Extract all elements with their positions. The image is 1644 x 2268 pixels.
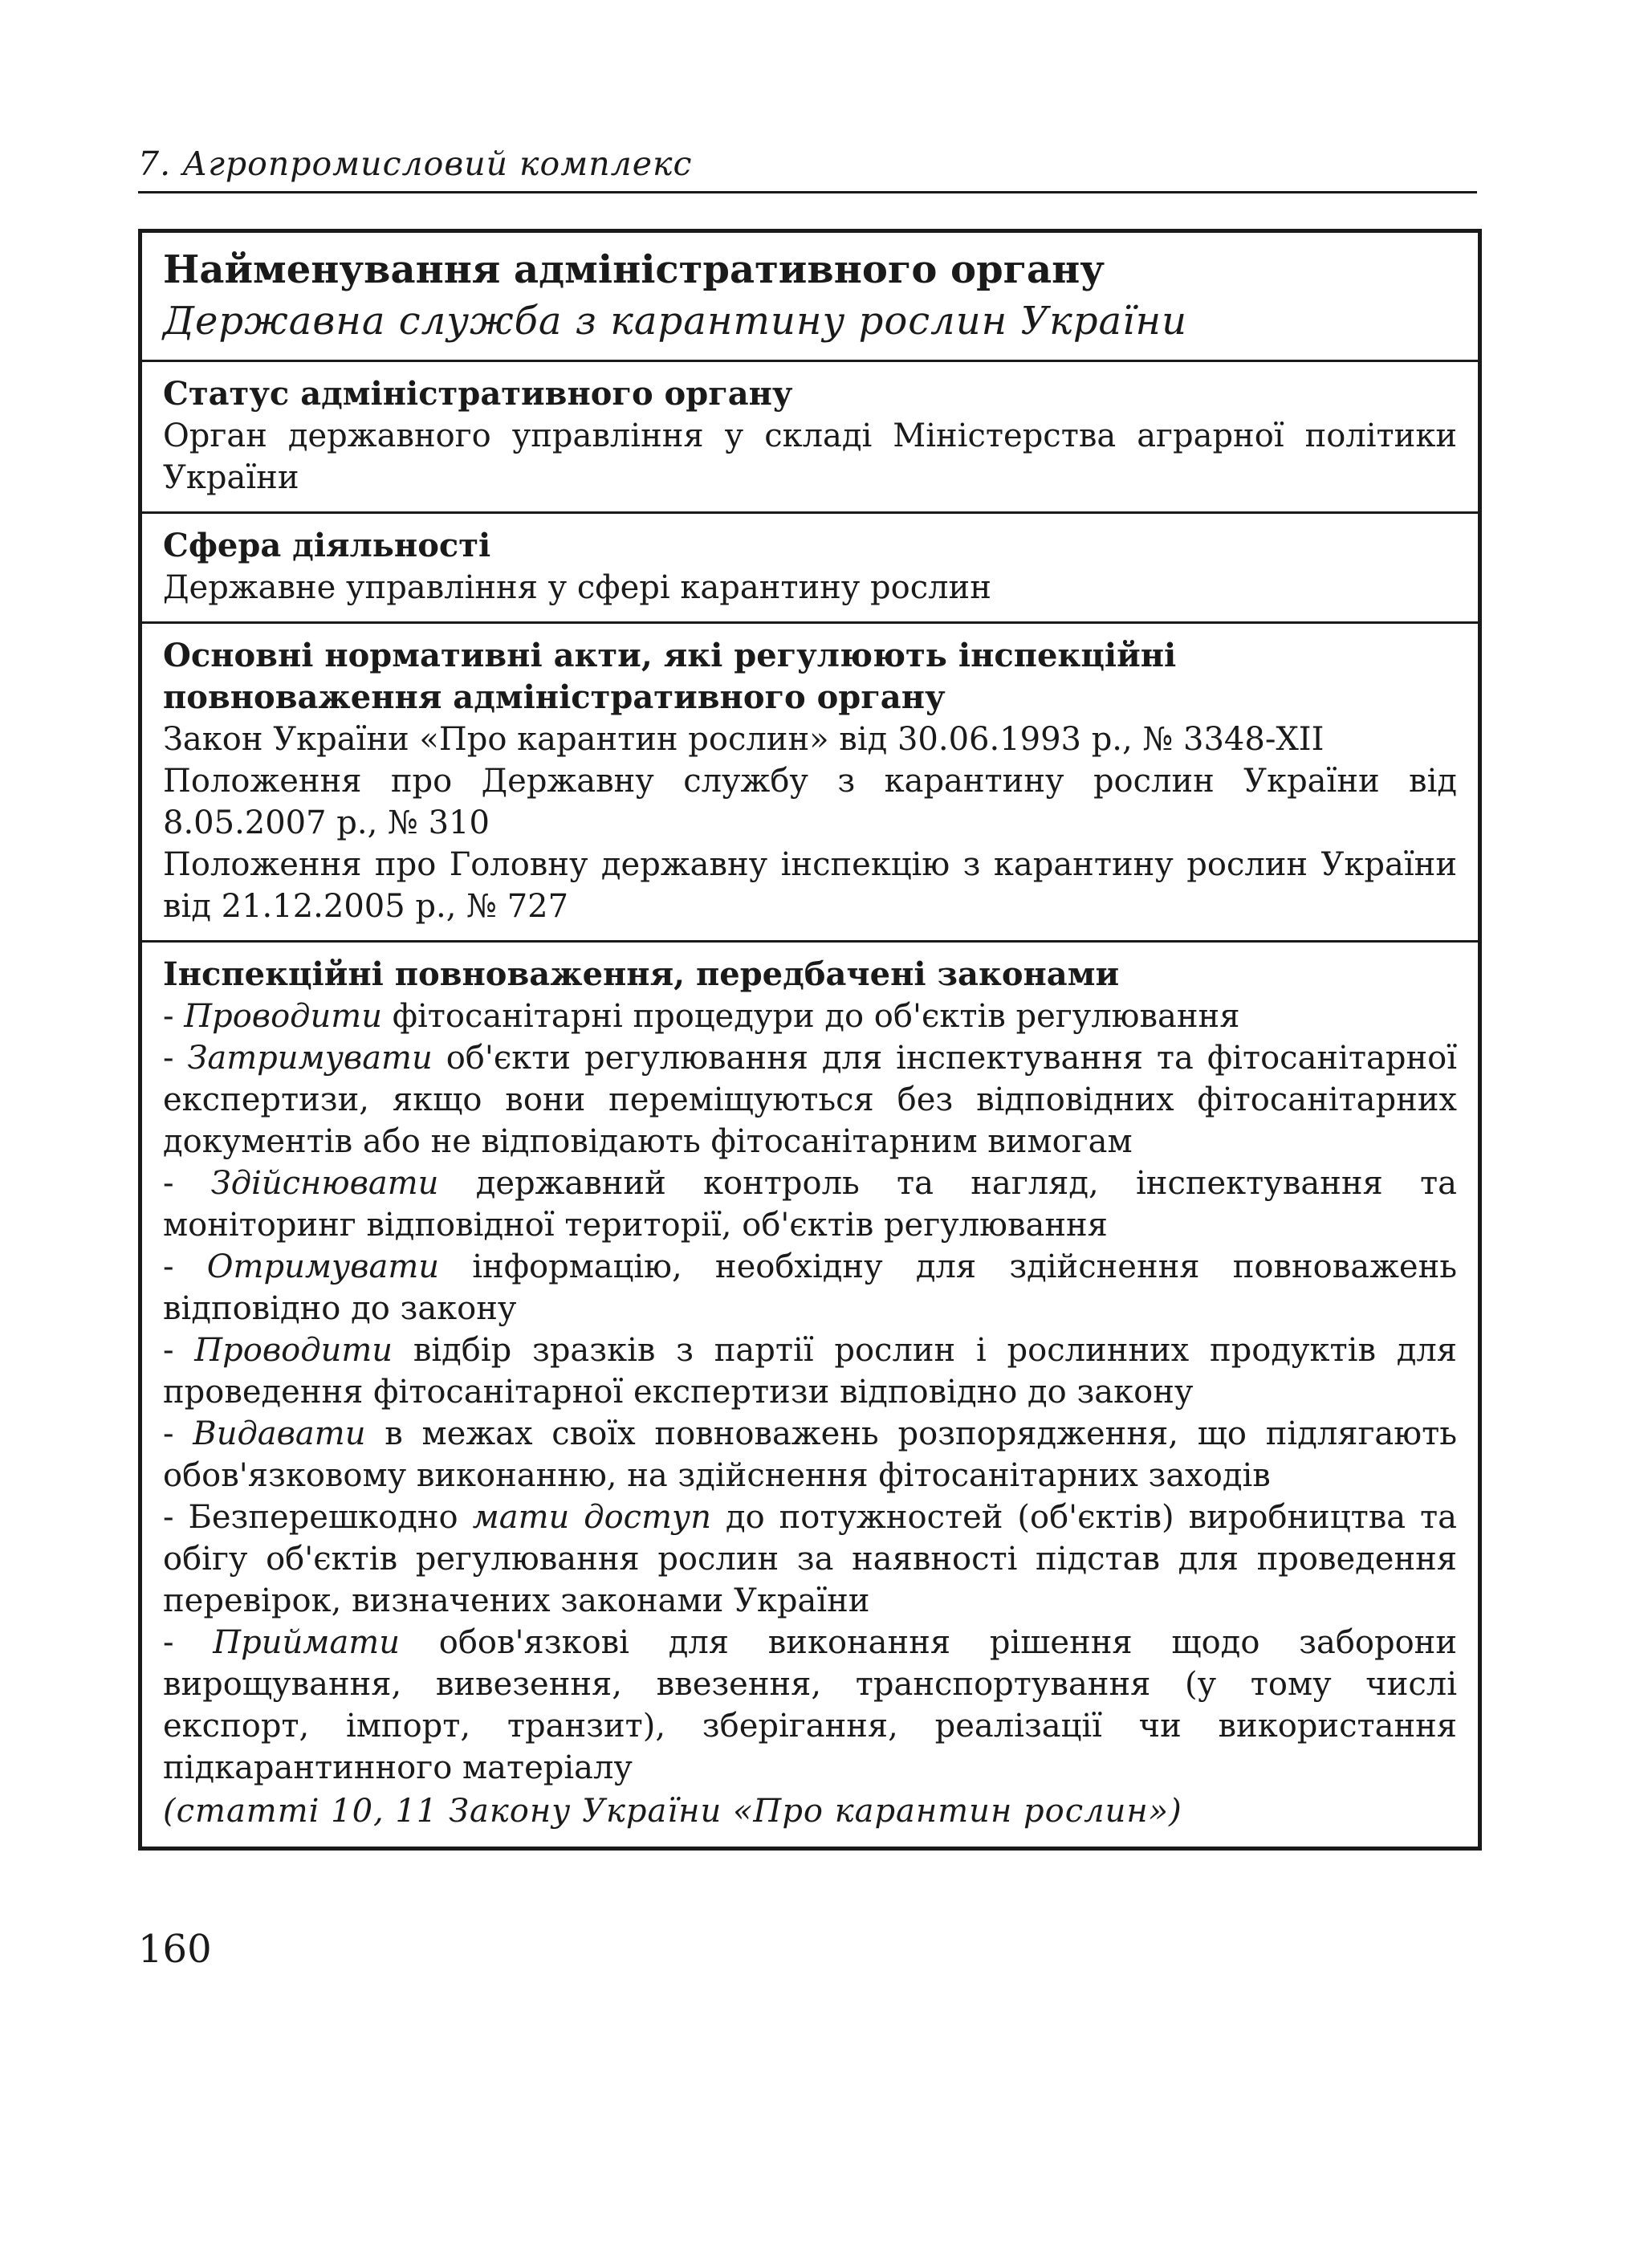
power-prefix: - bbox=[163, 1165, 211, 1202]
power-item bbox=[163, 1329, 1457, 1413]
power-item bbox=[163, 1246, 1457, 1329]
power-item bbox=[163, 996, 1457, 1037]
status-title: Статус адміністративного органу bbox=[163, 375, 793, 413]
page-number: 160 bbox=[138, 1927, 212, 1972]
power-item bbox=[163, 1622, 1457, 1789]
info-table bbox=[138, 229, 1482, 1851]
powers-cell bbox=[142, 940, 1478, 1847]
power-prefix: - bbox=[163, 1415, 193, 1452]
power-verb: Проводити bbox=[194, 1332, 393, 1369]
power-prefix: - bbox=[163, 1624, 214, 1661]
org-name-cell bbox=[142, 233, 1478, 360]
power-text: до потужностей (об'єктів) виробництва та обігу об'єктів регулювання рослин за наявності підстав для проведення перевірок, визначених законами України bbox=[163, 1499, 1457, 1619]
status-text: Орган державного управління у складі Міністерства аграрної політики України bbox=[163, 417, 1457, 496]
acts-cell bbox=[142, 621, 1478, 940]
power-verb: Проводити bbox=[184, 998, 382, 1035]
power-item bbox=[163, 1163, 1457, 1246]
powers-title: Інспекційні повноваження, передбачені законами bbox=[163, 955, 1120, 993]
power-prefix: - bbox=[163, 998, 185, 1035]
power-verb: Видавати bbox=[193, 1415, 366, 1452]
power-text: обов'язкові для виконання рішення щодо заборони вирощування, вивезення, ввезення, транспортування (у тому числі експорт, імпорт, транзит), зберігання, реалізації чи використання підкарантинного матеріалу bbox=[163, 1624, 1457, 1786]
org-title: Найменування адміністративного органу bbox=[163, 247, 1105, 292]
power-item bbox=[163, 1496, 1457, 1622]
power-item bbox=[163, 1037, 1457, 1163]
power-verb: мати доступ bbox=[472, 1499, 711, 1536]
power-item bbox=[163, 1413, 1457, 1496]
status-cell bbox=[142, 360, 1478, 511]
sphere-text: Державне управління у сфері карантину рослин bbox=[163, 569, 991, 606]
power-text: в межах своїх повноважень розпорядження, що підлягають обов'язковому виконанню, на здійснення фітосанітарних заходів bbox=[163, 1415, 1457, 1494]
power-prefix: - bbox=[163, 1040, 188, 1077]
power-text: державний контроль та нагляд, інспектування та моніторинг відповідної території, об'єктів регулювання bbox=[163, 1165, 1458, 1244]
sphere-title: Сфера діяльності bbox=[163, 527, 491, 564]
act-item: Положення про Державну службу з карантину рослин України від 8.05.2007 р., № 310 bbox=[163, 763, 1457, 841]
org-name: Державна служба з карантину рослин України bbox=[163, 299, 1188, 344]
power-prefix: - Безперешкодно bbox=[163, 1499, 473, 1536]
power-verb: Затримувати bbox=[187, 1040, 433, 1077]
running-head: 7. Агропромисловий комплекс bbox=[138, 145, 693, 183]
power-verb: Здійснювати bbox=[210, 1165, 439, 1202]
sphere-cell bbox=[142, 511, 1478, 621]
power-prefix: - bbox=[163, 1332, 195, 1369]
power-text: об'єкти регулювання для інспектування та фітосанітарної експертизи, якщо вони переміщуються без відповідних фітосанітарних документів або не відповідають фітосанітарним вимогам bbox=[163, 1040, 1457, 1160]
law-citation: (статті 10, 11 Закону України «Про карантин рослин») bbox=[163, 1793, 1182, 1830]
power-text: інформацію, необхідну для здійснення повноважень відповідно до закону bbox=[163, 1248, 1458, 1327]
act-item: Положення про Головну державну інспекцію з карантину рослин України від 21.12.2005 р., № 727 bbox=[163, 846, 1457, 925]
power-verb: Отримувати bbox=[206, 1248, 440, 1285]
act-item: Закон України «Про карантин рослин» від 30.06.1993 р., № 3348-XII bbox=[163, 721, 1325, 758]
power-text: відбір зразків з партії рослин і рослинних продуктів для проведення фітосанітарної експертизи відповідно до закону bbox=[163, 1332, 1458, 1411]
power-text: фітосанітарні процедури до об'єктів регулювання bbox=[381, 998, 1240, 1035]
header-rule bbox=[138, 191, 1477, 193]
acts-title: Основні нормативні акти, які регулюють інспекційні повноваження адміністративного органу bbox=[163, 637, 1177, 716]
power-prefix: - bbox=[163, 1248, 207, 1285]
power-verb: Приймати bbox=[213, 1624, 400, 1661]
